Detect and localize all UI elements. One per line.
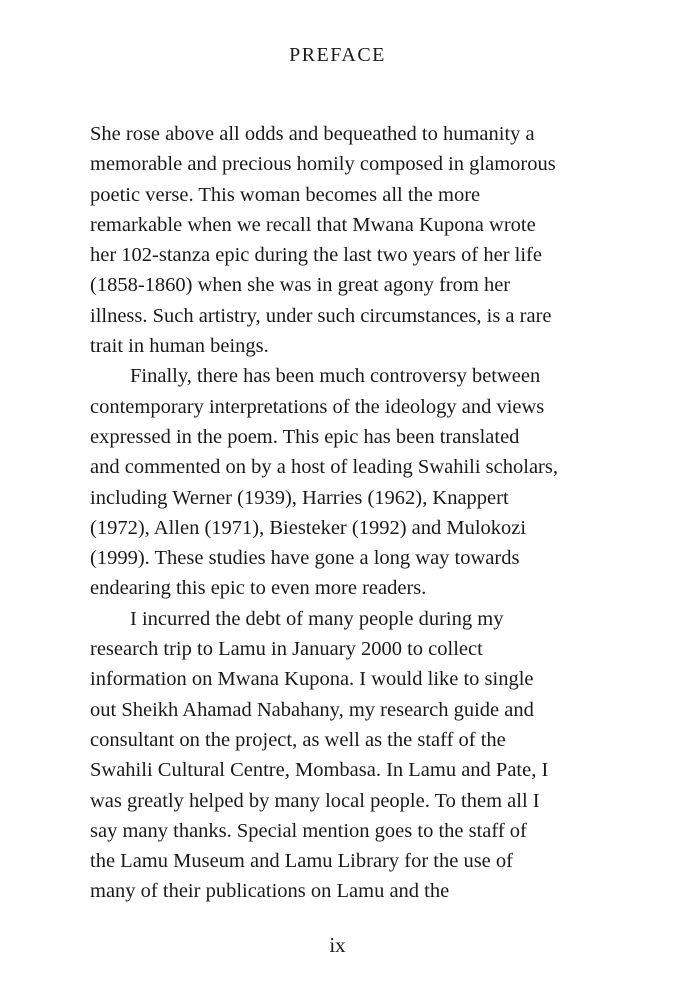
text-line: Finally, there has been much controversy between [130,365,541,388]
text-line: trait in human beings. [90,335,269,358]
text-line: out Sheikh Ahamad Nabahany, my research guide and [90,698,534,721]
text-line: (1999). These studies have gone a long way towards [90,547,520,570]
text-line: Swahili Cultural Centre, Mombasa. In Lamu and Pate, I [90,759,549,782]
text-line: many of their publications on Lamu and the [90,880,450,903]
text-line: research trip to Lamu in January 2000 to collect [90,638,483,661]
text-line: information on Mwana Kupona. I would like to single [90,668,534,691]
text-line: poetic verse. This woman becomes all the more [90,183,481,206]
text-line: endearing this epic to even more readers. [90,577,427,600]
text-line: was greatly helped by many local people. To them all I [90,789,540,812]
text-line: illness. Such artistry, under such circumstances, is a rare [90,304,552,327]
text-line: (1972), Allen (1971), Biesteker (1992) and Mulokozi [90,516,527,539]
paragraph [90,361,610,603]
text-line: say many thanks. Special mention goes to the staff of [90,819,527,842]
text-line: She rose above all odds and bequeathed to humanity a [90,123,535,145]
text-line: including Werner (1939), Harries (1962), Knappert [90,486,509,509]
text-line: her 102-stanza epic during the last two years of her life [90,244,542,267]
text-line: contemporary interpretations of the ideology and views [90,395,545,418]
running-head: PREFACE [289,44,386,66]
text-line: expressed in the poem. This epic has been translated [90,425,520,448]
text-line: I incurred the debt of many people during my [130,607,504,630]
paragraph [90,119,610,361]
text-line: memorable and precious homily composed in glamorous [90,153,556,176]
page-number: ix [329,933,346,957]
text-line: (1858-1860) when she was in great agony from her [90,274,511,297]
text-line: consultant on the project, as well as the staff of the [90,728,506,751]
text-line: and commented on by a host of leading Swahili scholars, [90,456,558,479]
text-line: the Lamu Museum and Lamu Library for the use of [90,850,513,873]
body-text [90,119,610,907]
text-line: remarkable when we recall that Mwana Kupona wrote [90,213,536,236]
paragraph [90,604,610,907]
